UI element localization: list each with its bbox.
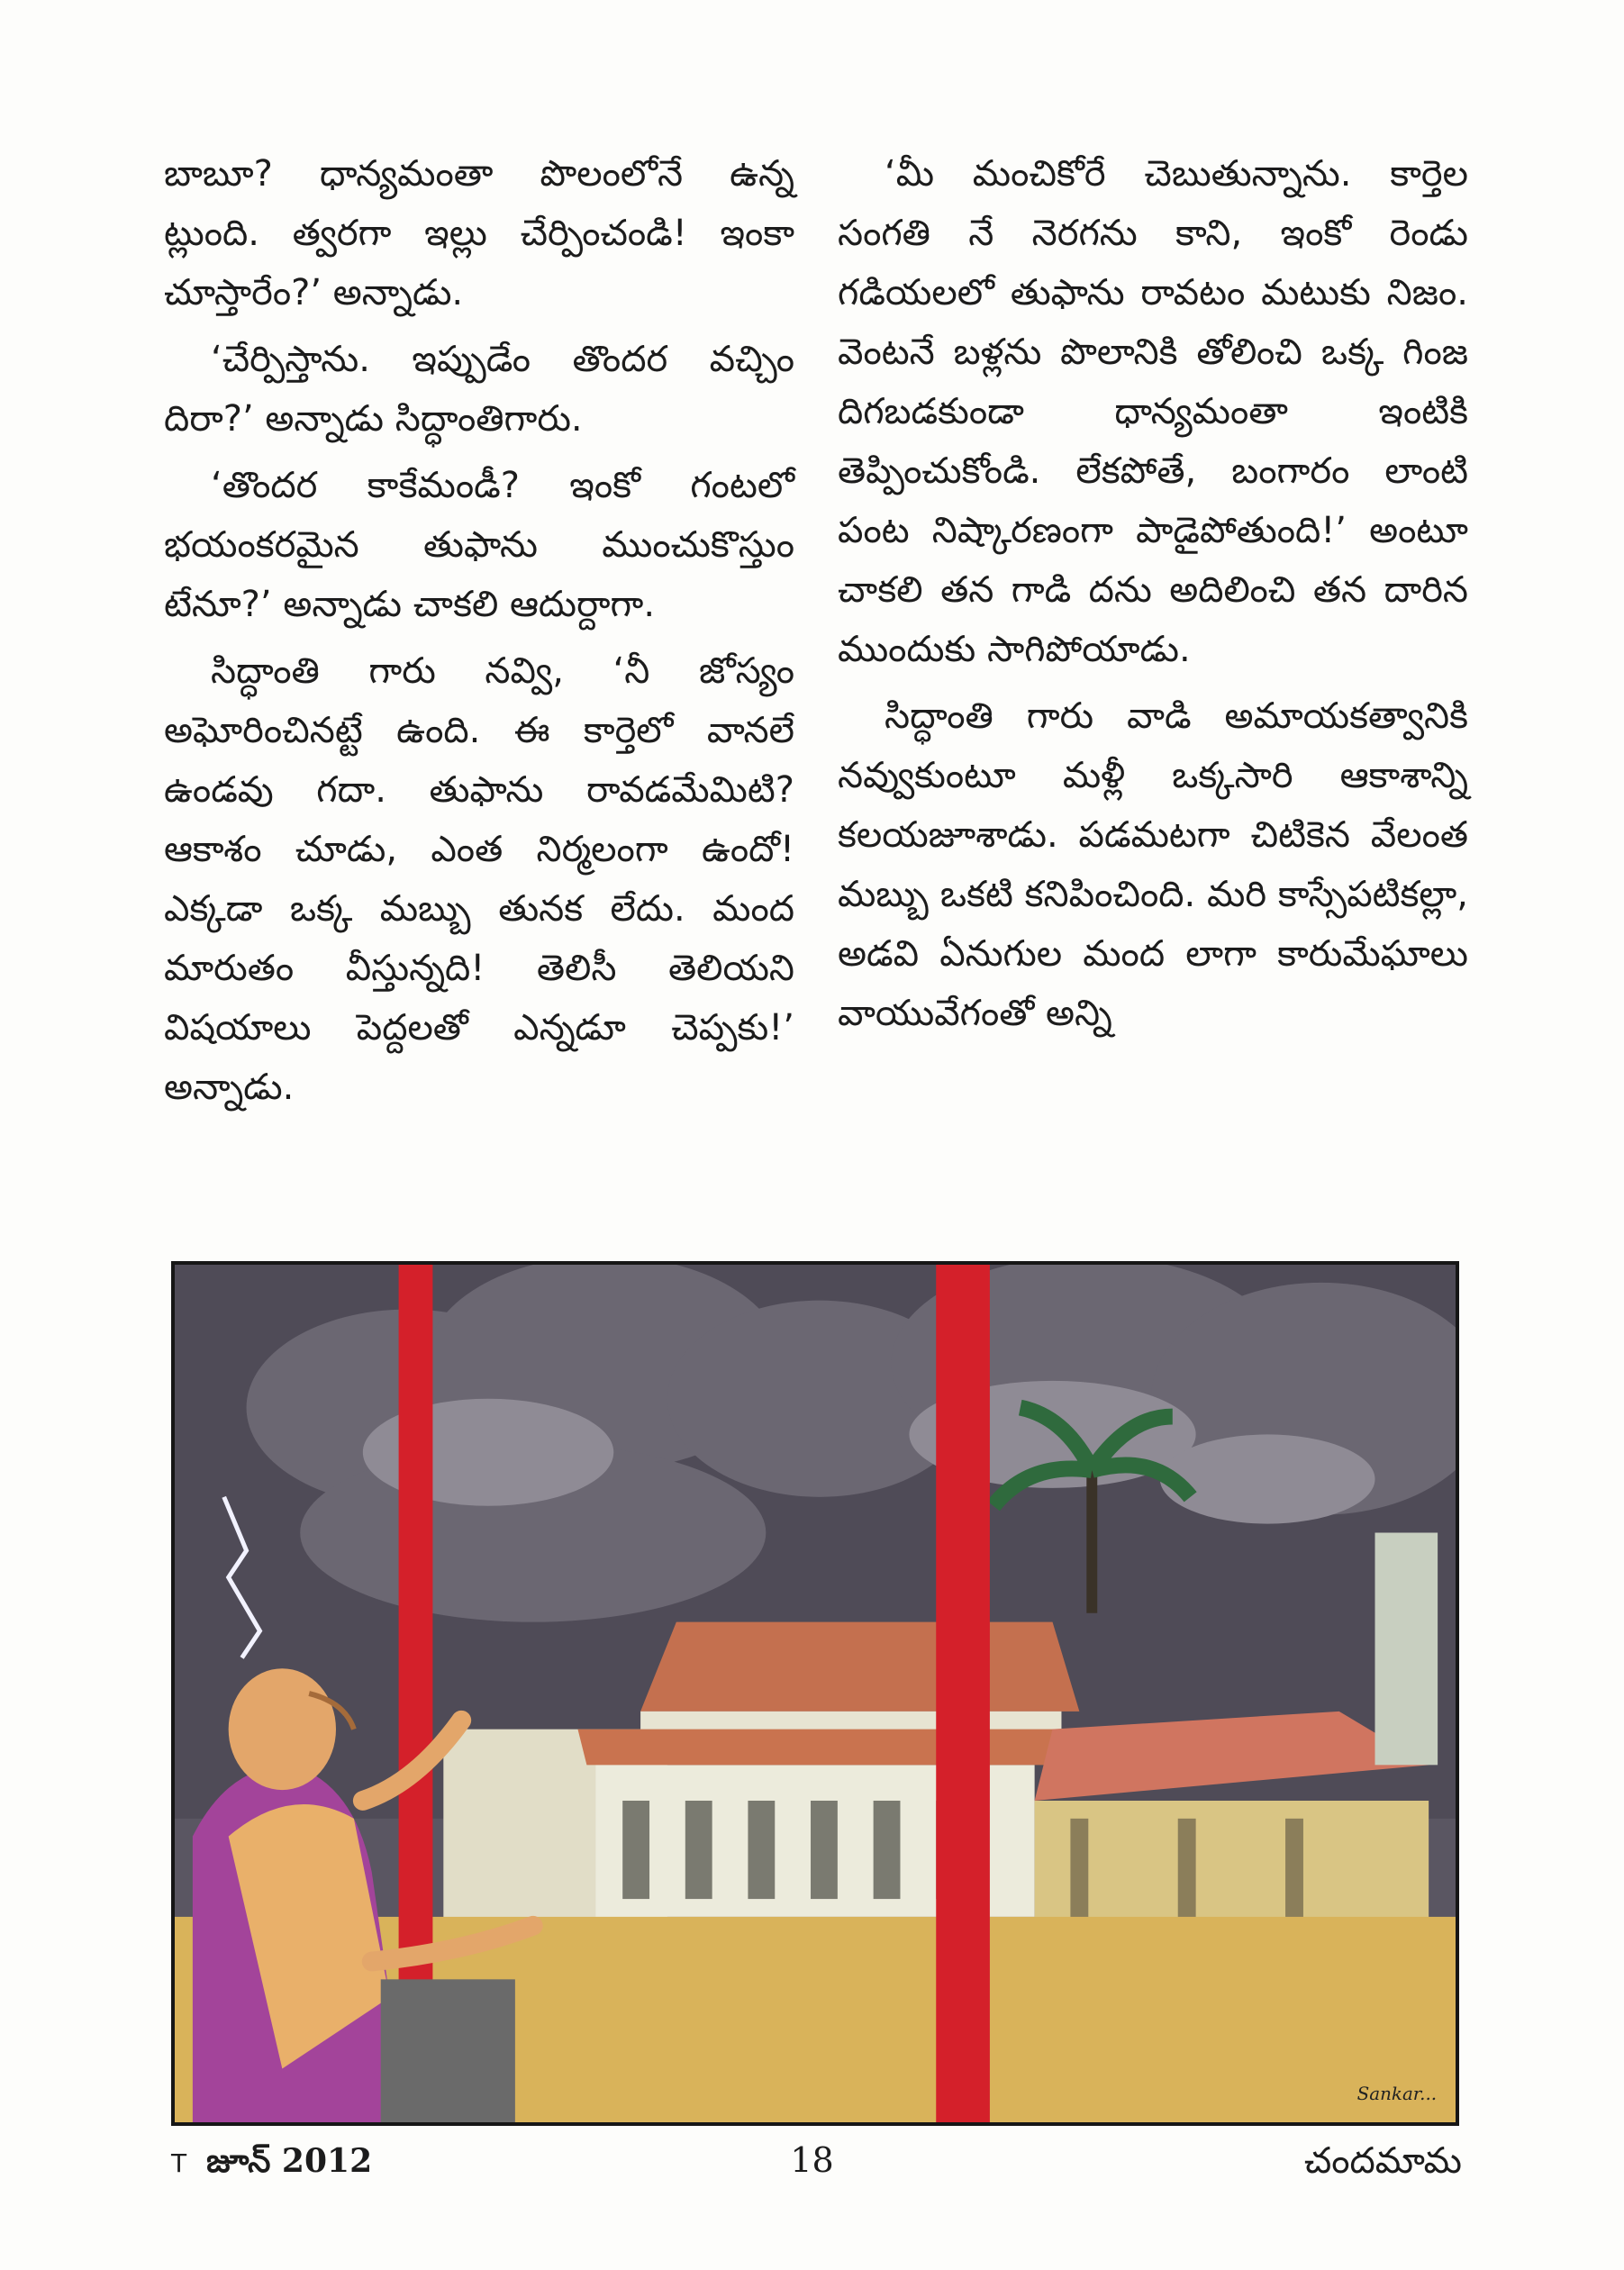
illustration-drawing	[175, 1265, 1456, 2122]
paragraph: ‘మీ మంచికోరే చెబుతున్నాను. కార్తెల సంగతి నే నెరగను కాని, ఇంకో రెండు గడియలలో తుఫాను రావటం మటుకు నిజం. వెంటనే బళ్లను పొలానికి తోలించి ఒక్క గింజ దిగబడకుండా ధాన్యమంతా ఇంటికి తెప్పించుకోండి. లేకపోతే, బంగారం లాంటి పంట నిష్కారణంగా పాడైపోతుంది!’ అంటూ చాకలి తన గాడి దను అదిలించి తన దారిన ముందుకు సాగిపోయాడు.	[838, 153, 1468, 670]
right-text-column	[838, 144, 1468, 1050]
page-footer	[0, 2137, 1624, 2191]
page-number: 18	[790, 2140, 834, 2180]
paragraph: సిద్ధాంతి గారు నవ్వి, ‘నీ జోస్యం అఘోరించినట్టే ఉంది. ఈ కార్తెలో వానలే ఉండవు గదా. తుఫాను రావడమేమిటి? ఆకాశం చూడు, ఎంత నిర్మలంగా ఉందో! ఎక్కడా ఒక్క మబ్బు తునక లేదు. మంద మారుతం వీస్తున్నది! తెలిసీ తెలియని విషయాలు పెద్దలతో ఎన్నడూ చెప్పకు!’ అన్నాడు.	[164, 650, 794, 1108]
left-text-column	[164, 144, 794, 1124]
artist-signature: Sankar...	[1356, 2084, 1438, 2105]
pillar-right	[936, 1265, 990, 2122]
footer-mark: T	[171, 2148, 187, 2178]
story-illustration	[171, 1261, 1459, 2126]
paragraph: ‘తొందర కాకేమండీ? ఇంకో గంటలో భయంకరమైన తుఫాను ముంచుకొస్తుం టేనూ?’ అన్నాడు చాకలి ఆదుర్దాగా.	[164, 465, 794, 625]
month-year: జూన్ 2012	[206, 2142, 373, 2180]
paragraph: బాబూ? ధాన్యమంతా పొలంలోనే ఉన్న ట్లుంది. త్వరగా ఇల్లు చేర్పించండి! ఇంకా చూస్తారేం?’ అన్నాడు.	[164, 153, 794, 313]
magazine-name: చందమామ	[1303, 2140, 1462, 2182]
paragraph: సిద్ధాంతి గారు వాడి అమాయకత్వానికి నవ్వుకుంటూ మళ్లీ ఒక్కసారి ఆకాశాన్ని కలయజూశాడు. పడమటగా చిటికెన వేలంత మబ్బు ఒకటి కనిపించింది. మరి కాస్సేపటికల్లా, అడవి ఏనుగుల మంద లాగా కారుమేఘాలు వాయువేగంతో అన్ని	[838, 695, 1468, 1034]
pillar-left	[399, 1265, 433, 2051]
paragraph: ‘చేర్పిస్తాను. ఇప్పుడేం తొందర వచ్చిం దిరా?’ అన్నాడు సిద్ధాంతిగారు.	[164, 339, 794, 440]
